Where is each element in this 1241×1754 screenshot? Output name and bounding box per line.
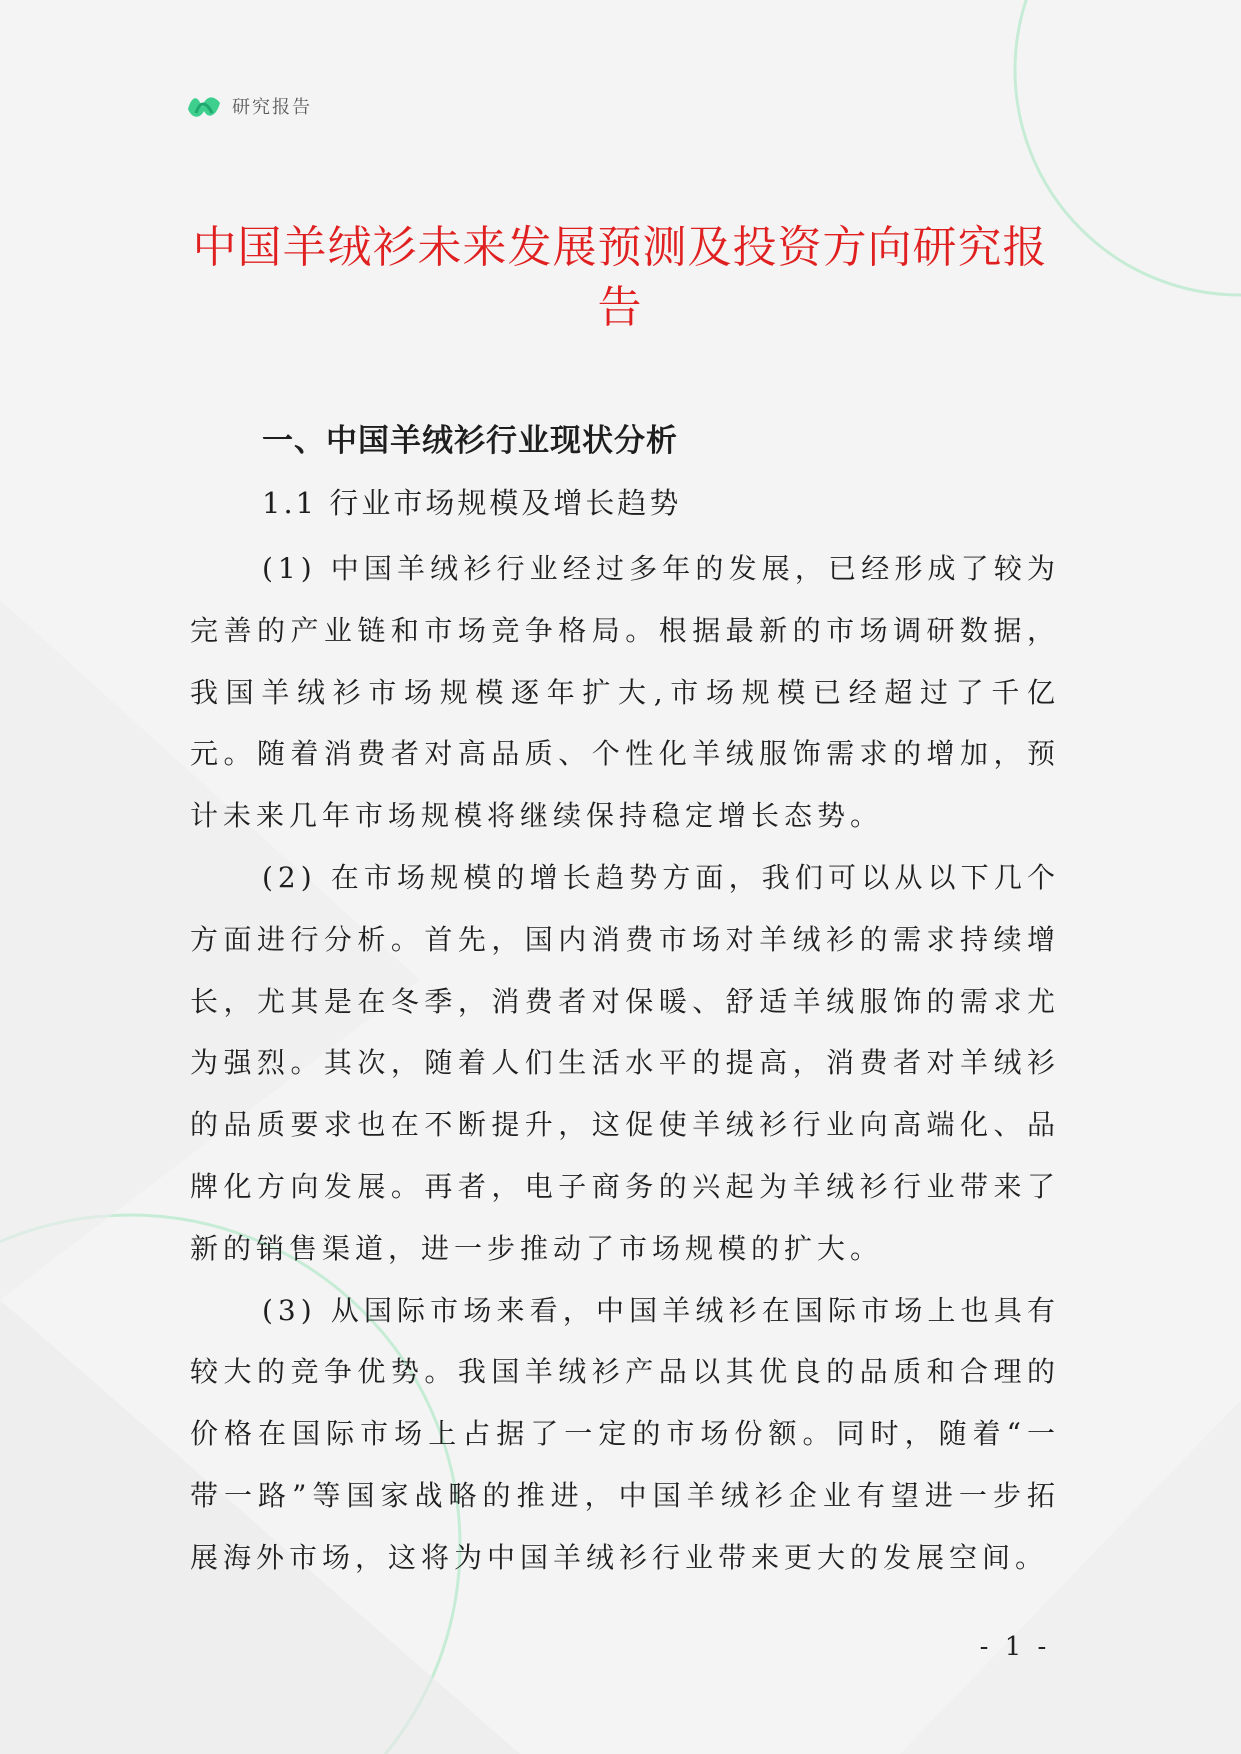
page-header (186, 88, 312, 124)
paragraph-2: (2) 在市场规模的增长趋势方面，我们可以从以下几个方面进行分析。首先，国内消费市场对羊绒衫的需求持续增长，尤其是在冬季，消费者对保暖、舒适羊绒服饰的需求尤为强烈。其次，随着人们生活水平的提高，消费者对羊绒衫的品质要求也在不断提升，这促使羊绒衫行业向高端化、品牌化方向发展。再者，电子商务的兴起为羊绒衫行业带来了新的销售渠道，进一步推动了市场规模的扩大。 (190, 860, 1060, 1265)
page-number: - 1 - (979, 1632, 1051, 1662)
header-label: 研究报告 (232, 97, 312, 118)
body-text (190, 538, 1060, 1589)
document-title: 中国羊绒衫未来发展预测及投资方向研究报告 (192, 222, 1048, 333)
paragraph-1: (1) 中国羊绒衫行业经过多年的发展，已经形成了较为完善的产业链和市场竞争格局。根据最新的市场调研数据，我国羊绒衫市场规模逐年扩大,市场规模已经超过了千亿元。随着消费者对高品质、个性化羊绒服饰需求的增加，预计未来几年市场规模将继续保持稳定增长态势。 (190, 552, 1060, 833)
brand-logo-icon (186, 91, 222, 121)
paragraph-3: (3) 从国际市场来看，中国羊绒衫在国际市场上也具有较大的竞争优势。我国羊绒衫产品以其优良的品质和合理的价格在国际市场上占据了一定的市场份额。同时，随着“一带一路”等国家战略的推进，中国羊绒衫企业有望进一步拓展海外市场，这将为中国羊绒衫行业带来更大的发展空间。 (190, 1293, 1060, 1574)
section-heading: 一、中国羊绒衫行业现状分析 (262, 423, 678, 459)
subsection-heading: 1.1 行业市场规模及增长趋势 (262, 486, 682, 520)
